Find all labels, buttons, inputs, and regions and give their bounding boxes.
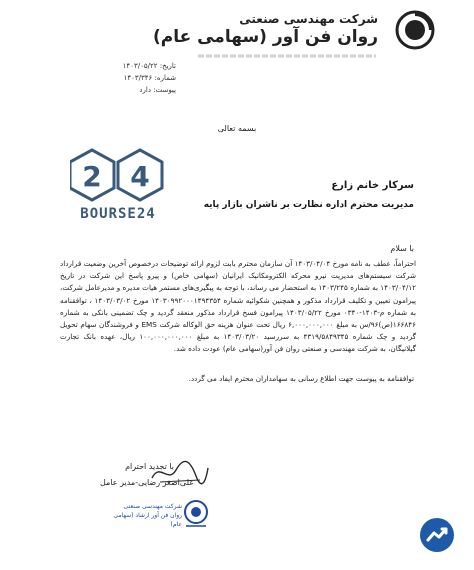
meta-attachment-label: پیوست <box>155 86 176 94</box>
watermark-text: BOURSE24 <box>80 206 156 222</box>
company-logo <box>395 10 435 50</box>
company-name-line1: شرکت مهندسی صنعتی <box>239 12 378 26</box>
letter-meta <box>86 60 176 96</box>
recipient-title: مدیریت محترم اداره نظارت بر ناشران بازار پایه <box>203 200 414 210</box>
basmala: بسمه تعالی <box>217 124 257 133</box>
handwritten-signature <box>150 458 210 486</box>
greeting: با سلام <box>390 244 414 253</box>
body-paragraph-main: احتراماً، عطف به نامه مورخ ۱۴۰۳/۰۴/۰۴ آن سازمان محترم بابت لزوم ارائه توضیحات درخصوص آخرین وضعیت قرارداد شرکت سیستم‌های مدیریت نیرو محرکه الکترومکانیک ایرانیان (سهامی خاص) و پیرو پاسخ این شرکت در تاریخ ۱۴۰۳/۰۴/۱۲ به شماره ۱۴۰۳/۲۴۵ به استحضار می رساند، با توجه به پیگیری‌های مستمر هیات مدیره و مدیرعامل شرکت، پیرامون تعیین و تکلیف قرارداد مذکور و همچنین شکوائیه شماره ۱۴۰۳۰۹۹۲۰۰۰۱۴۹۴۳۵۴ مورخ ۱۴۰۳/۰۳/۰۲ ، توافقنامه به شماره م-۱۴۰۳-۰۳۴۰ مورخ ۱۴۰۳/۰۵/۲۲ پیرامون فسخ قرارداد مذکور منعقد گردید و چک تضمینی بانکی به شماره ۱۶۶۸۴۶(ص)۹۶/س به مبلغ ۶,۰۰۰,۰۰۰,۰۰۰ ریال تحت عنوان هزینه حق الوکاله شرکت EMS و فروشندگان سهام تحویل گردید و چک شماره ۴۳۱۹/۵۸۴۹۳۴۵ به سررسید ۱۴۰۳/۰۳/۲۰ به مبلغ ۱۰۰,۰۰۰,۰۰۰,۰۰۰ ریال، عهده بانک تجارت گیلانیگان، به شرکت مهندسی و صنعتی روان فن آور(سهامی عام) عودت داده شد. <box>60 259 417 354</box>
trend-arrow-icon <box>420 518 454 552</box>
corner-site-badge <box>420 518 454 552</box>
stamp-line1: شرکت مهندسی صنعتی <box>123 503 182 510</box>
recipient-block <box>114 178 414 212</box>
recipient-name: سرکار خانم زارع <box>331 180 414 191</box>
meta-date-value: ۱۴۰۳/۰۵/۲۲ <box>122 62 158 70</box>
svg-text:4: 4 <box>130 160 150 193</box>
company-name <box>118 12 378 48</box>
signer-name: علی‌اصغر رضایی-مدیر عامل <box>99 478 194 487</box>
meta-number-value: ۱۴۰۳/۳۴۶ <box>123 74 153 82</box>
letter-body <box>60 258 416 362</box>
meta-date: تاریخ: ۱۴۰۳/۰۵/۲۲ <box>122 62 176 70</box>
stamp-line2: روان فن آور ارشاد (سهامی عام) <box>113 512 182 528</box>
svg-text:2: 2 <box>82 160 102 193</box>
header-faint-latin-line <box>148 52 378 60</box>
company-stamp-logo-icon <box>182 498 210 530</box>
company-stamp-text <box>110 502 182 529</box>
body-paragraph-attachment: توافقنامه به پیوست جهت اطلاع رسانی به سهامداران محترم ایفاد می گردد. <box>188 374 414 383</box>
meta-number: شماره: ۱۴۰۳/۳۴۶ <box>123 74 176 82</box>
meta-attachment: پیوست: دارد <box>139 86 176 94</box>
meta-date-label: تاریخ <box>162 62 176 70</box>
closing-regards: با تجدید احترام <box>125 462 174 471</box>
meta-attachment-value: دارد <box>139 86 151 94</box>
meta-number-label: شماره <box>156 74 176 82</box>
company-name-line2: روان فن آور (سهامی عام) <box>152 27 378 47</box>
